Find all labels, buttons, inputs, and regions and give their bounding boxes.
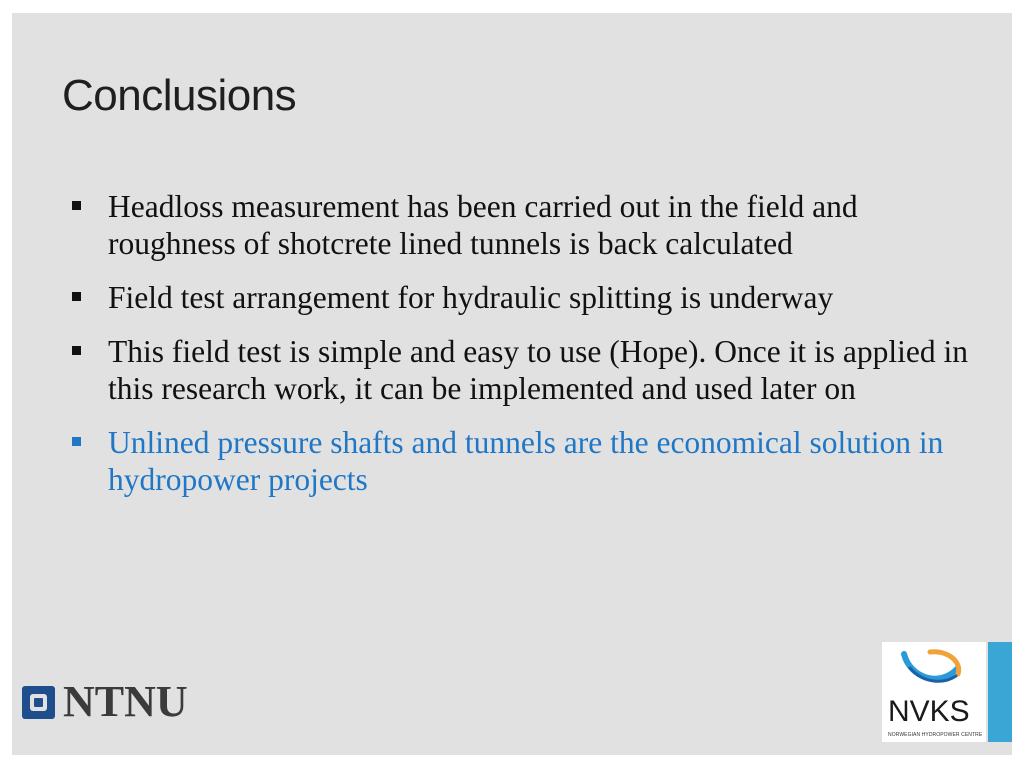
bullet-item <box>68 333 988 407</box>
ntnu-logo-text: NTNU <box>63 677 188 726</box>
slide-title: Conclusions <box>62 71 297 120</box>
bullet-list <box>68 188 988 515</box>
nvks-accent-bar <box>988 642 1012 742</box>
slide <box>12 13 1012 755</box>
bullet-text: Headloss measurement has been carried out in the field and roughness of shotcrete lined tunnels is back calculated <box>108 189 858 261</box>
square-bullet-icon <box>72 201 81 210</box>
square-bullet-icon <box>72 437 81 446</box>
ntnu-mark-icon <box>22 686 55 719</box>
nvks-swoosh-icon <box>900 648 970 696</box>
square-bullet-icon <box>72 292 81 301</box>
square-bullet-icon <box>72 346 81 355</box>
bullet-text: This field test is simple and easy to use (Hope). Once it is applied in this research work, it can be implemented and used later on <box>108 334 968 406</box>
nvks-logo-text: NVKS <box>888 695 970 728</box>
bullet-text: Field test arrangement for hydraulic splitting is underway <box>108 280 834 315</box>
bullet-item-highlighted <box>68 424 988 498</box>
ntnu-logo <box>22 677 188 726</box>
nvks-logo-subtitle: NORWEGIAN HYDROPOWER CENTRE <box>888 732 983 738</box>
nvks-logo <box>882 642 986 742</box>
bullet-text: Unlined pressure shafts and tunnels are the economical solution in hydropower projects <box>108 425 944 497</box>
bullet-item <box>68 279 988 316</box>
bullet-item <box>68 188 988 262</box>
